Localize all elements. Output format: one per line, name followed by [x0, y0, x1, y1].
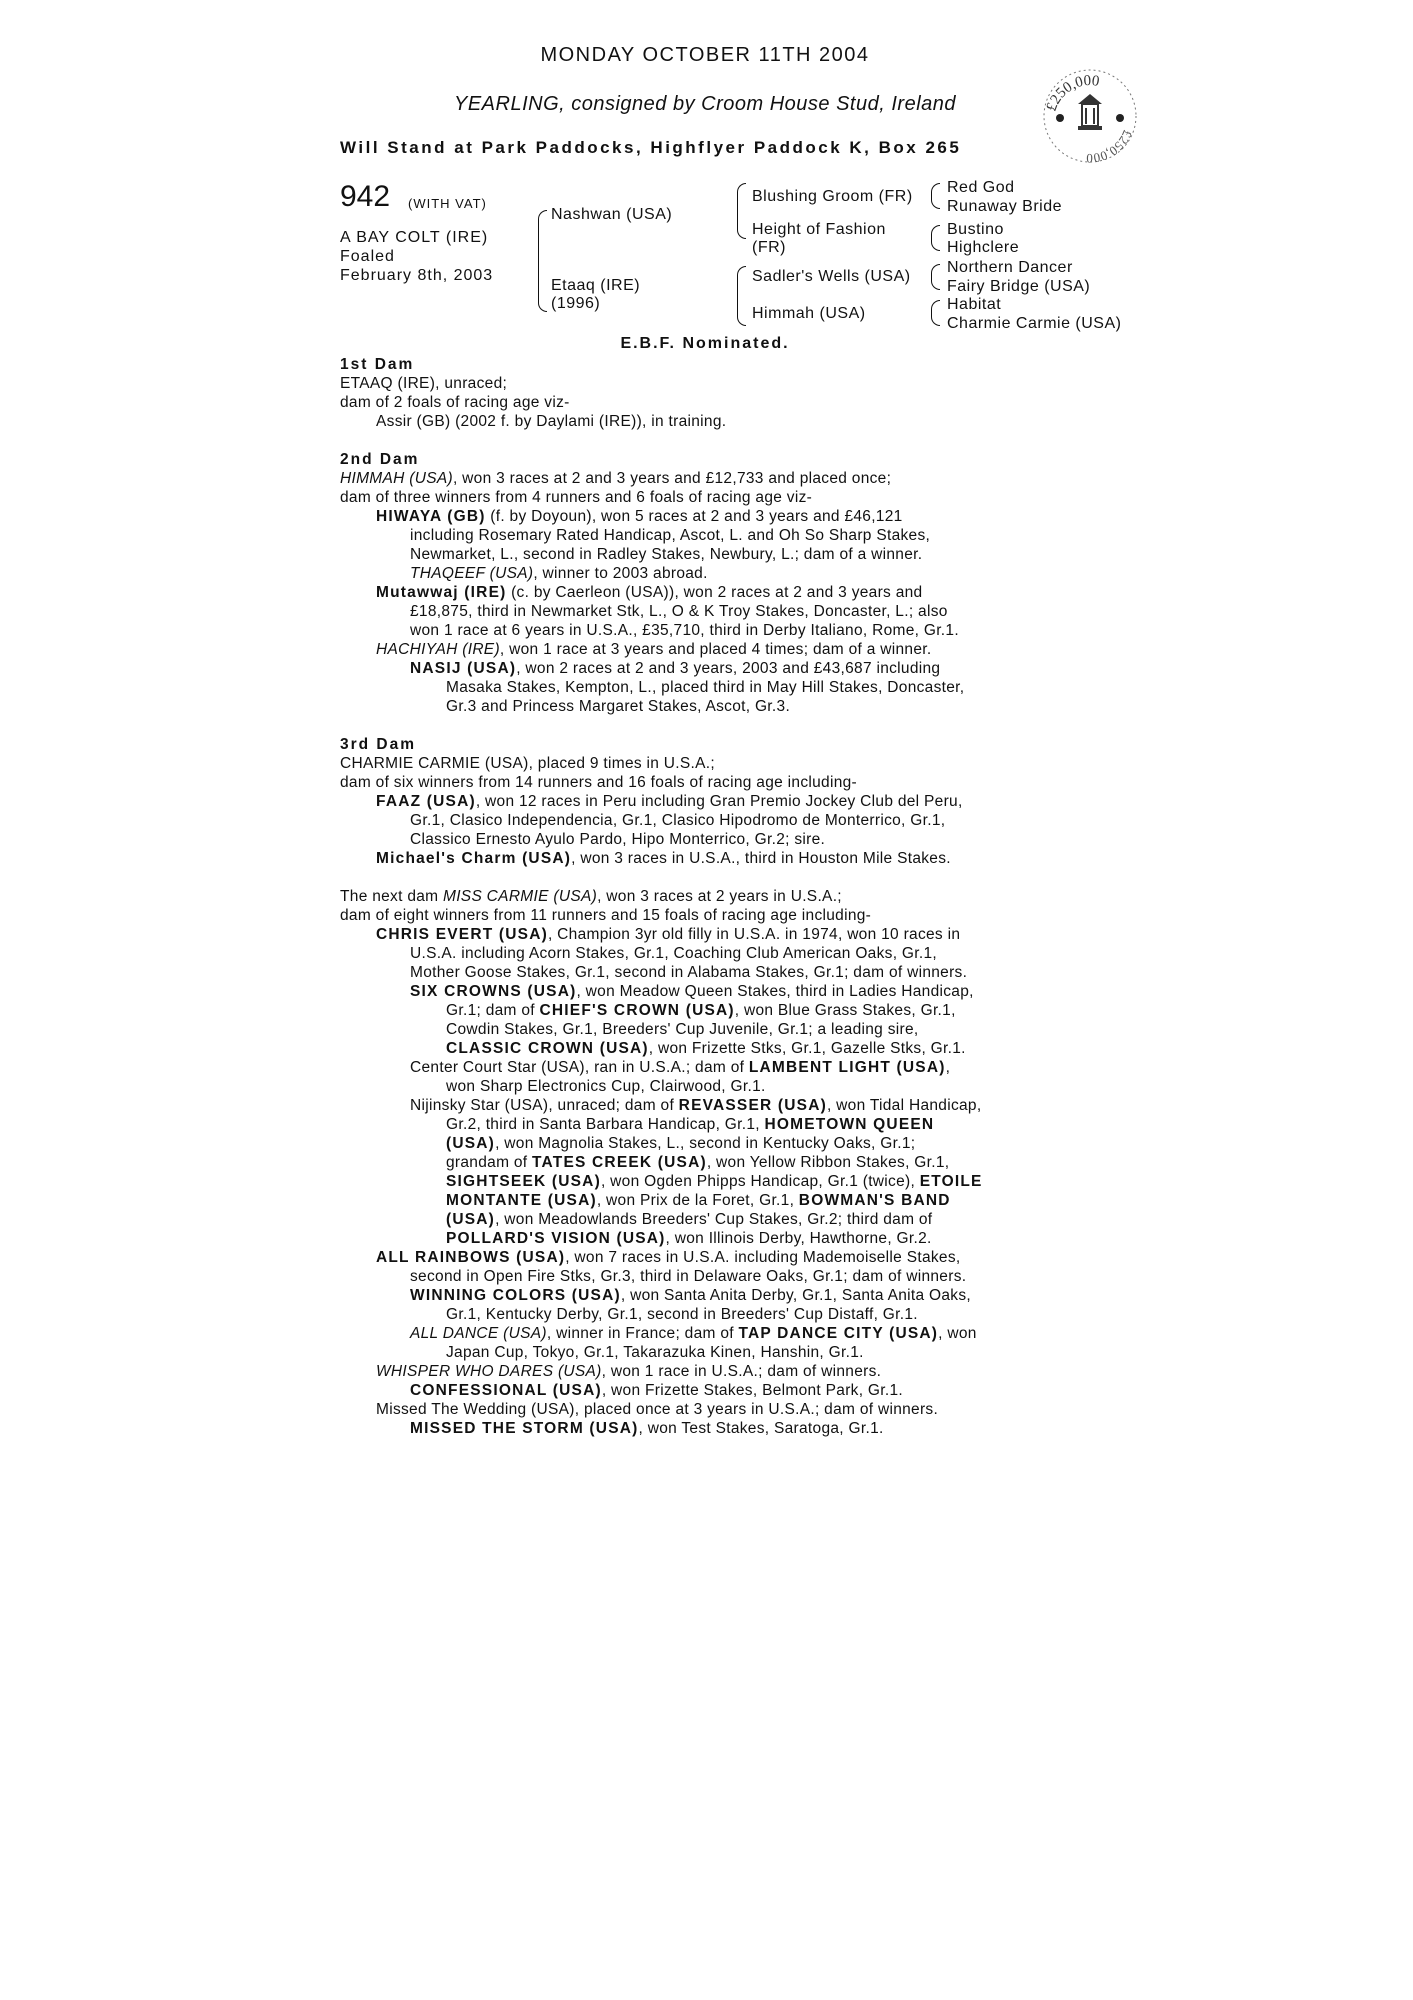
ancestor-3: Bustino	[947, 221, 1004, 238]
svg-text:£250,000	[1044, 73, 1101, 114]
text-line: U.S.A. including Acorn Stakes, Gr.1, Coaching Club American Oaks, Gr.1,	[410, 945, 938, 962]
sire-dam-line2: (FR)	[752, 239, 786, 256]
brace-dam-line	[737, 266, 746, 326]
consignment-line: YEARLING, consigned by Croom House Stud, Ireland	[453, 93, 957, 115]
text-line: CHARMIE CARMIE (USA), placed 9 times in U.S.A.;	[340, 755, 715, 772]
text-line: SIGHTSEEK (USA), won Ogden Phipps Handicap, Gr.1 (twice), ETOILE	[446, 1173, 983, 1190]
brace-g2	[931, 225, 940, 251]
sire-sire: Blushing Groom (FR)	[752, 188, 913, 205]
text-line: ALL RAINBOWS (USA), won 7 races in U.S.A. including Mademoiselle Stakes,	[376, 1249, 961, 1266]
text-line: grandam of TATES CREEK (USA), won Yellow Ribbon Stakes, Gr.1,	[446, 1154, 950, 1171]
produce-record	[340, 355, 1080, 1438]
text-line: WHISPER WHO DARES (USA), won 1 race in U.S.A.; dam of winners.	[376, 1363, 882, 1380]
text-line: Cowdin Stakes, Gr.1, Breeders' Cup Juvenile, Gr.1; a leading sire,	[446, 1021, 919, 1038]
sale-date: MONDAY OCTOBER 11TH 2004	[540, 44, 870, 66]
text-line: dam of three winners from 4 runners and 6 foals of racing age viz-	[340, 489, 813, 506]
text-line: MISSED THE STORM (USA), won Test Stakes, Saratoga, Gr.1.	[410, 1420, 884, 1437]
section-heading: 2nd Dam	[340, 451, 420, 468]
text-line: Michael's Charm (USA), won 3 races in U.S.A., third in Houston Mile Stakes.	[376, 850, 951, 867]
ancestor-8: Charmie Carmie (USA)	[947, 315, 1122, 332]
colt-title: A BAY COLT (IRE)	[340, 229, 489, 246]
text-line: Gr.2, third in Santa Barbara Handicap, Gr.1, HOMETOWN QUEEN	[446, 1116, 935, 1133]
text-line: Masaka Stakes, Kempton, L., placed third in May Hill Stakes, Doncaster,	[446, 679, 965, 696]
text-line: Japan Cup, Tokyo, Gr.1, Takarazuka Kinen, Hanshin, Gr.1.	[446, 1344, 864, 1361]
text-line: Newmarket, L., second in Radley Stakes, Newbury, L.; dam of a winner.	[410, 546, 923, 563]
lot-description	[340, 228, 493, 285]
stamp-text-bottom: £250,000	[1086, 127, 1136, 166]
text-line: Mutawwaj (IRE) (c. by Caerleon (USA)), won 2 races at 2 and 3 years and	[376, 584, 923, 601]
section-heading: 1st Dam	[340, 356, 415, 373]
ancestor-2: Runaway Bride	[947, 198, 1062, 215]
ancestor-7: Habitat	[947, 296, 1002, 313]
text-line: dam of eight winners from 11 runners and 15 foals of racing age including-	[340, 907, 872, 924]
text-line: THAQEEF (USA), winner to 2003 abroad.	[410, 565, 708, 582]
stamp-text-top: £250,000	[1043, 72, 1101, 114]
text-line: CHRIS EVERT (USA), Champion 3yr old filly in U.S.A. in 1974, won 10 races in	[376, 926, 961, 943]
text-line: HIWAYA (GB) (f. by Doyoun), won 5 races at 2 and 3 years and £46,121	[376, 508, 903, 525]
text-line: HIMMAH (USA), won 3 races at 2 and 3 years and £12,733 and placed once;	[340, 470, 892, 487]
dam-year: (1996)	[551, 295, 601, 312]
text-line: (USA), won Magnolia Stakes, L., second in Kentucky Oaks, Gr.1;	[446, 1135, 916, 1152]
text-line: NASIJ (USA), won 2 races at 2 and 3 years, 2003 and £43,687 including	[410, 660, 941, 677]
sire-name: Nashwan (USA)	[551, 206, 673, 223]
text-line: won Sharp Electronics Cup, Clairwood, Gr.1.	[446, 1078, 766, 1095]
price-stamp-icon	[1040, 66, 1140, 166]
text-line: Gr.1; dam of CHIEF'S CROWN (USA), won Blue Grass Stakes, Gr.1,	[446, 1002, 956, 1019]
text-line: Center Court Star (USA), ran in U.S.A.; dam of LAMBENT LIGHT (USA),	[410, 1059, 951, 1076]
text-line: MONTANTE (USA), won Prix de la Foret, Gr.1, BOWMAN'S BAND	[446, 1192, 951, 1209]
text-line: POLLARD'S VISION (USA), won Illinois Derby, Hawthorne, Gr.2.	[446, 1230, 932, 1247]
foaled-date: February 8th, 2003	[340, 267, 494, 284]
dam-dam: Himmah (USA)	[752, 305, 866, 322]
brace-g4	[931, 300, 940, 326]
text-line: dam of six winners from 14 runners and 16 foals of racing age including-	[340, 774, 858, 791]
text-line: Gr.1, Clasico Independencia, Gr.1, Clasico Hipodromo de Monterrico, Gr.1,	[410, 812, 946, 829]
dam-name: Etaaq (IRE)	[551, 277, 641, 294]
brace-g3	[931, 264, 940, 290]
lot-number: 942	[340, 180, 391, 213]
svg-text:£250,000	[1086, 128, 1135, 166]
text-line: Missed The Wedding (USA), placed once at 3 years in U.S.A.; dam of winners.	[376, 1401, 939, 1418]
text-line: ETAAQ (IRE), unraced;	[340, 375, 508, 392]
text-line: WINNING COLORS (USA), won Santa Anita Derby, Gr.1, Santa Anita Oaks,	[410, 1287, 971, 1304]
text-line: CONFESSIONAL (USA), won Frizette Stakes, Belmont Park, Gr.1.	[410, 1382, 904, 1399]
section-heading: 3rd Dam	[340, 736, 417, 753]
stand-location: Will Stand at Park Paddocks, Highflyer Paddock K, Box 265	[340, 138, 962, 157]
text-line: won 1 race at 6 years in U.S.A., £35,710, third in Derby Italiano, Rome, Gr.1.	[410, 622, 959, 639]
text-line: Assir (GB) (2002 f. by Daylami (IRE)), in training.	[376, 413, 727, 430]
brace-sire-line	[737, 183, 746, 239]
ancestor-1: Red God	[947, 179, 1015, 196]
text-line: HACHIYAH (IRE), won 1 race at 3 years and placed 4 times; dam of a winner.	[376, 641, 932, 658]
text-line: Classico Ernesto Ayulo Pardo, Hipo Monterrico, Gr.2; sire.	[410, 831, 826, 848]
text-line: Gr.3 and Princess Margaret Stakes, Ascot, Gr.3.	[446, 698, 791, 715]
text-line: SIX CROWNS (USA), won Meadow Queen Stakes, third in Ladies Handicap,	[410, 983, 974, 1000]
foaled-label: Foaled	[340, 248, 395, 265]
brace-g1	[931, 183, 940, 209]
ebf-nomination: E.B.F. Nominated.	[620, 335, 790, 352]
ancestor-5: Northern Dancer	[947, 259, 1073, 276]
text-line: second in Open Fire Stks, Gr.3, third in Delaware Oaks, Gr.1; dam of winners.	[410, 1268, 967, 1285]
text-line: £18,875, third in Newmarket Stk, L., O & K Troy Stakes, Doncaster, L.; also	[410, 603, 948, 620]
ancestor-6: Fairy Bridge (USA)	[947, 278, 1091, 295]
dam-sire: Sadler's Wells (USA)	[752, 268, 911, 285]
text-line: The next dam MISS CARMIE (USA), won 3 races at 2 years in U.S.A.;	[340, 888, 842, 905]
text-line: Gr.1, Kentucky Derby, Gr.1, second in Breeders' Cup Distaff, Gr.1.	[446, 1306, 918, 1323]
text-line: FAAZ (USA), won 12 races in Peru including Gran Premio Jockey Club del Peru,	[376, 793, 963, 810]
text-line: dam of 2 foals of racing age viz-	[340, 394, 570, 411]
ancestor-4: Highclere	[947, 239, 1020, 256]
vat-note: (WITH VAT)	[408, 196, 487, 211]
brace-sire-dam	[538, 210, 547, 312]
text-line: Mother Goose Stakes, Gr.1, second in Alabama Stakes, Gr.1; dam of winners.	[410, 964, 968, 981]
text-line: ALL DANCE (USA), winner in France; dam of TAP DANCE CITY (USA), won	[410, 1325, 977, 1342]
sire-dam-line1: Height of Fashion	[752, 221, 886, 238]
text-line: Nijinsky Star (USA), unraced; dam of REVASSER (USA), won Tidal Handicap,	[410, 1097, 982, 1114]
text-line: (USA), won Meadowlands Breeders' Cup Stakes, Gr.2; third dam of	[446, 1211, 933, 1228]
text-line: CLASSIC CROWN (USA), won Frizette Stks, Gr.1, Gazelle Stks, Gr.1.	[446, 1040, 966, 1057]
text-line: including Rosemary Rated Handicap, Ascot, L. and Oh So Sharp Stakes,	[410, 527, 931, 544]
